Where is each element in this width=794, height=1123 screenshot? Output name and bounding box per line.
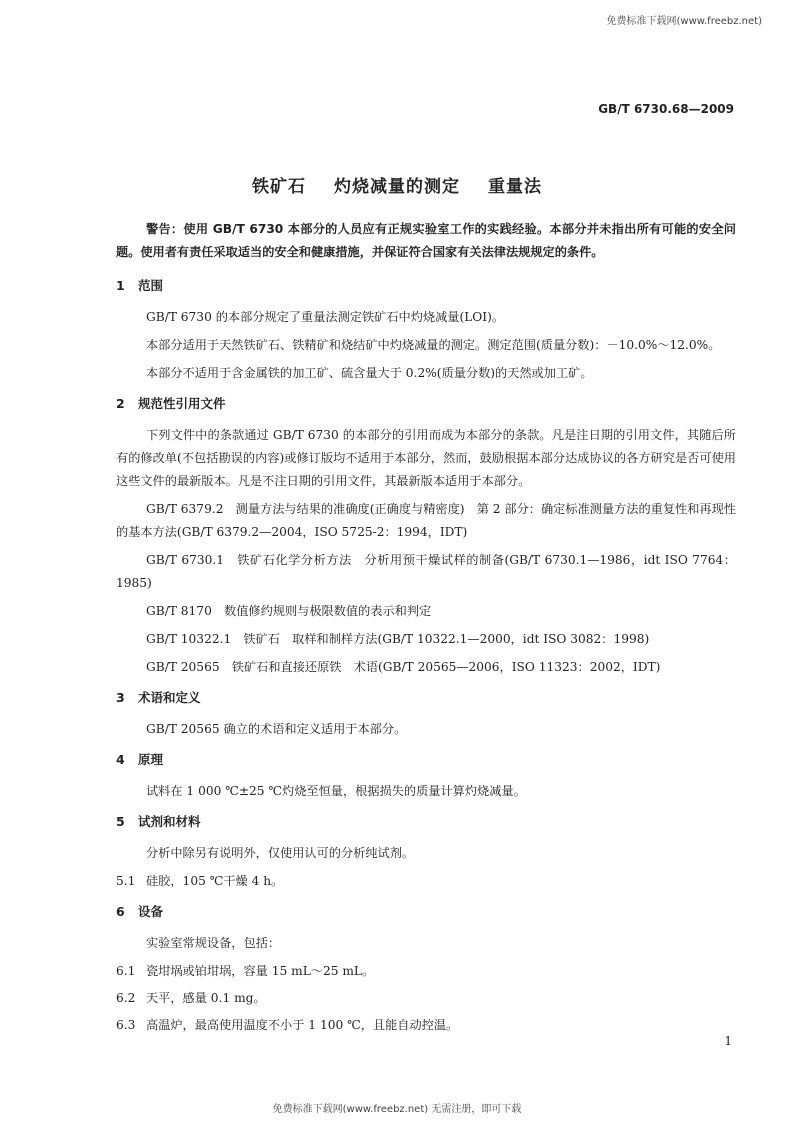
title-part-1: 铁矿石: [252, 177, 306, 197]
apparatus-item: [116, 987, 736, 1010]
reference-item: GB/T 10322.1 铁矿石 取样和制样方法(GB/T 10322.1—2000，idt ISO 3082：1998): [146, 632, 650, 646]
section-title: 原理: [138, 752, 164, 767]
item-text: 高温炉，最高使用温度不小于 1 100 ℃，且能自动控温。: [146, 1018, 459, 1032]
item-number: 5.1: [116, 874, 136, 888]
section-2-heading: [116, 392, 736, 415]
apparatus-item: [116, 1014, 736, 1037]
item-text: 瓷坩埚或铂坩埚，容量 15 mL～25 mL。: [146, 964, 375, 978]
reagents-paragraph: 分析中除另有说明外，仅使用认可的分析纯试剂。: [146, 846, 415, 860]
title-part-2: 灼烧减量的测定: [334, 177, 460, 197]
section-number: 6: [116, 904, 125, 919]
watermark-top: 免费标准下载网(www.freebz.net): [606, 16, 762, 27]
document-title: [0, 172, 794, 197]
section-3-heading: [116, 686, 736, 709]
references-intro: 下列文件中的条款通过 GB/T 6730 的本部分的引用而成为本部分的条款。凡是注日期的引用文件，其随后所有的修改单(不包括勘误的内容)或修订版均不适用于本部分，然而，鼓励根据本部分达成协议的各方研究是否可使用这些文件的最新版本。凡是不注日期的引用文件，其最新版本适用于本部分。: [116, 428, 736, 488]
section-5-heading: [116, 810, 736, 833]
item-text: 天平，感量 0.1 mg。: [146, 991, 266, 1005]
item-number: 6.3: [116, 1018, 136, 1032]
section-title: 范围: [138, 278, 164, 293]
section-title: 试剂和材料: [138, 814, 201, 829]
reference-item: GB/T 6379.2 测量方法与结果的准确度(正确度与精密度) 第 2 部分：确定标准测量方法的重复性和再现性的基本方法(GB/T 6379.2—2004，ISO 5725-2：1994，IDT): [116, 502, 736, 539]
terms-paragraph: GB/T 20565 确立的术语和定义适用于本部分。: [146, 722, 407, 736]
section-1-heading: [116, 274, 736, 297]
section-title: 术语和定义: [138, 690, 201, 705]
apparatus-item: [116, 960, 736, 983]
apparatus-paragraph: 实验室常规设备，包括：: [146, 936, 281, 950]
reference-item: GB/T 20565 铁矿石和直接还原铁 术语(GB/T 20565—2006，ISO 11323：2002，IDT): [146, 660, 661, 674]
reagent-item: [116, 870, 736, 893]
reference-item: GB/T 8170 数值修约规则与极限数值的表示和判定: [146, 604, 432, 618]
item-text: 硅胶，105 ℃干燥 4 h。: [146, 874, 284, 888]
section-4-heading: [116, 748, 736, 771]
title-part-3: 重量法: [488, 177, 542, 197]
warning-paragraph: 警告：使用 GB/T 6730 本部分的人员应有正规实验室工作的实践经验。本部分并未指出所有可能的安全问题。使用者有责任采取适当的安全和健康措施，并保证符合国家有关法律法规规定的条件。: [116, 222, 736, 259]
scope-paragraph: GB/T 6730 的本部分规定了重量法测定铁矿石中灼烧减量(LOI)。: [146, 310, 505, 324]
page-number: 1: [724, 1034, 732, 1048]
principle-paragraph: 试料在 1 000 ℃±25 ℃灼烧至恒量，根据损失的质量计算灼烧减量。: [146, 784, 526, 798]
document-body: [116, 218, 736, 1041]
item-number: 6.2: [116, 991, 136, 1005]
section-title: 设备: [138, 904, 164, 919]
section-title: 规范性引用文件: [138, 396, 226, 411]
standard-number: GB/T 6730.68—2009: [598, 102, 734, 116]
scope-paragraph: 本部分适用于天然铁矿石、铁精矿和烧结矿中灼烧减量的测定。测定范围(质量分数)：－10.0%～12.0%。: [146, 338, 721, 352]
watermark-bottom: 免费标准下载网(www.freebz.net) 无需注册，即可下载: [272, 1104, 522, 1115]
item-number: 6.1: [116, 964, 136, 978]
scope-paragraph: 本部分不适用于含金属铁的加工矿、硫含量大于 0.2%(质量分数)的天然或加工矿。: [146, 366, 593, 380]
section-number: 3: [116, 690, 125, 705]
section-number: 4: [116, 752, 125, 767]
section-number: 5: [116, 814, 125, 829]
section-number: 1: [116, 278, 125, 293]
section-6-heading: [116, 900, 736, 923]
reference-item: GB/T 6730.1 铁矿石化学分析方法 分析用预干燥试样的制备(GB/T 6730.1—1986，idt ISO 7764：1985): [116, 553, 736, 590]
section-number: 2: [116, 396, 125, 411]
